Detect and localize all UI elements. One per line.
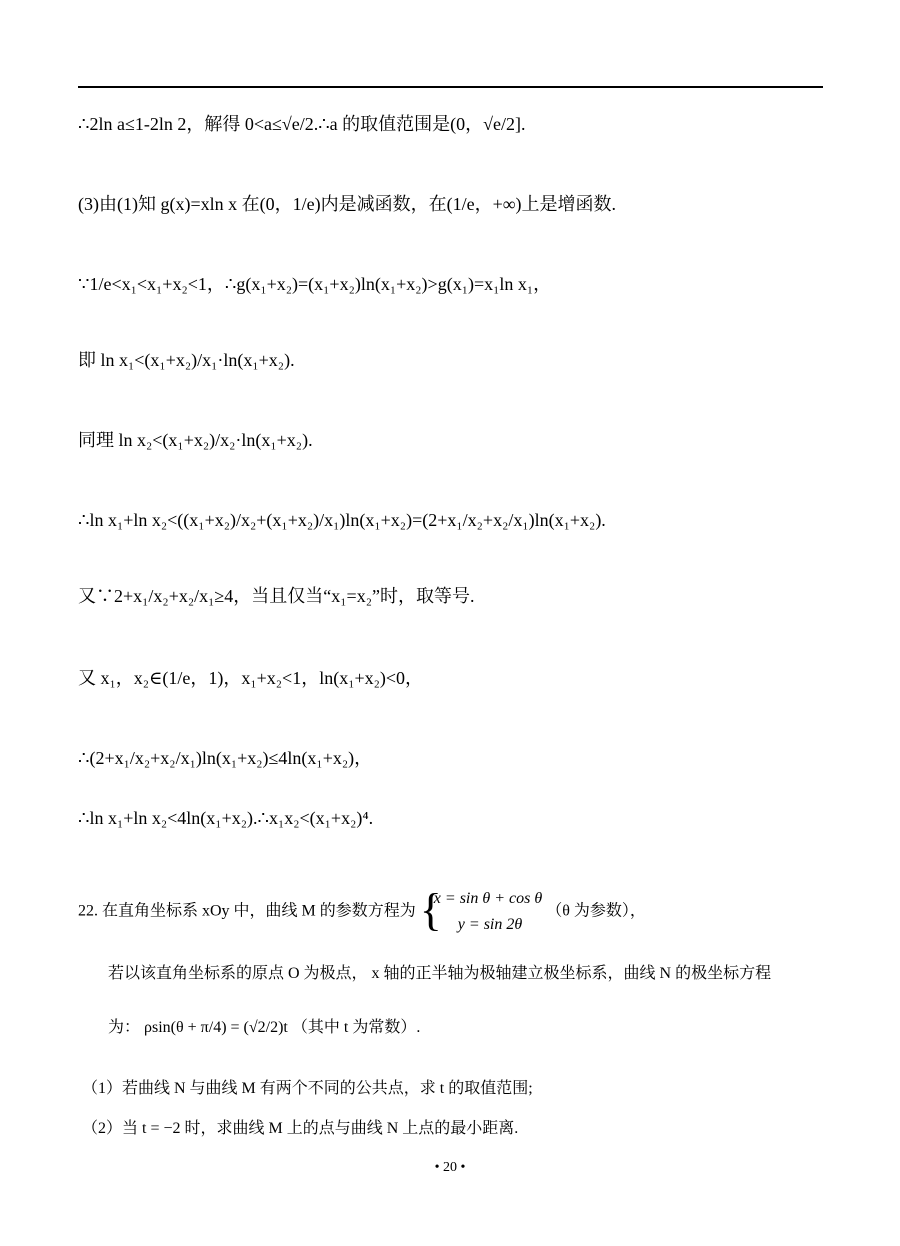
page-number: • 20 •	[434, 1160, 466, 1175]
question-22-part-2: （2）当 t = −2 时，求曲线 M 上的点与曲线 N 上点的最小距离.	[82, 1120, 519, 1137]
question-22-part-1: （1）若曲线 N 与曲线 M 有两个不同的公共点，求 t 的取值范围;	[82, 1080, 533, 1097]
parameter-note: （θ 为参数），	[546, 902, 646, 920]
solution-line-2: (3)由(1)知 g(x)=xln x 在(0，1/e)内是减函数，在(1/e，+∞)上是增函数.	[78, 194, 617, 214]
solution-line-5: 同理 ln x₂<(x₁+x₂)/x₂·ln(x₁+x₂).	[78, 430, 313, 450]
solution-line-9: ∴(2+x₁/x₂+x₂/x₁)ln(x₁+x₂)≤4ln(x₁+x₂)，	[78, 748, 373, 768]
equation-y: y = sin 2θ	[457, 916, 523, 933]
header-rule	[78, 86, 823, 88]
parametric-equation-system	[420, 886, 542, 938]
solution-line-10: ∴ln x₁+ln x₂<4ln(x₁+x₂).∴x₁x₂<(x₁+x₂)⁴.	[78, 808, 374, 828]
solution-line-8: 又 x₁，x₂∈(1/e，1)，x₁+x₂<1，ln(x₁+x₂)<0，	[78, 668, 424, 688]
question-22-line-2: 若以该直角坐标系的原点 O 为极点， x 轴的正半轴为极轴建立极坐标系，曲线 N 的极坐标方程	[108, 965, 772, 982]
question-22-intro	[78, 886, 646, 938]
question-22-lead: 22. 在直角坐标系 xOy 中，曲线 M 的参数方程为	[78, 902, 416, 920]
brace-icon: {	[419, 884, 442, 935]
solution-line-4: 即 ln x₁<(x₁+x₂)/x₁·ln(x₁+x₂).	[78, 350, 295, 370]
solution-line-7: 又∵2+x₁/x₂+x₂/x₁≥4，当且仅当“x₁=x₂”时，取等号.	[78, 586, 475, 606]
solution-line-1: ∴2ln a≤1-2ln 2，解得 0<a≤√e/2.∴a 的取值范围是(0，√e/2].	[78, 114, 526, 134]
equation-x: x = sin θ + cos θ	[433, 890, 543, 907]
question-22-line-3: 为： ρsin(θ + π/4) = (√2/2)t （其中 t 为常数）.	[108, 1019, 421, 1036]
solution-line-6: ∴ln x₁+ln x₂<((x₁+x₂)/x₂+(x₁+x₂)/x₁)ln(x₁+x₂)=(2+x₁/x₂+x₂/x₁)ln(x₁+x₂).	[78, 510, 606, 530]
solution-line-3: ∵1/e<x₁<x₁+x₂<1，∴g(x₁+x₂)=(x₁+x₂)ln(x₁+x₂)>g(x₁)=x₁ln x₁，	[78, 274, 552, 294]
